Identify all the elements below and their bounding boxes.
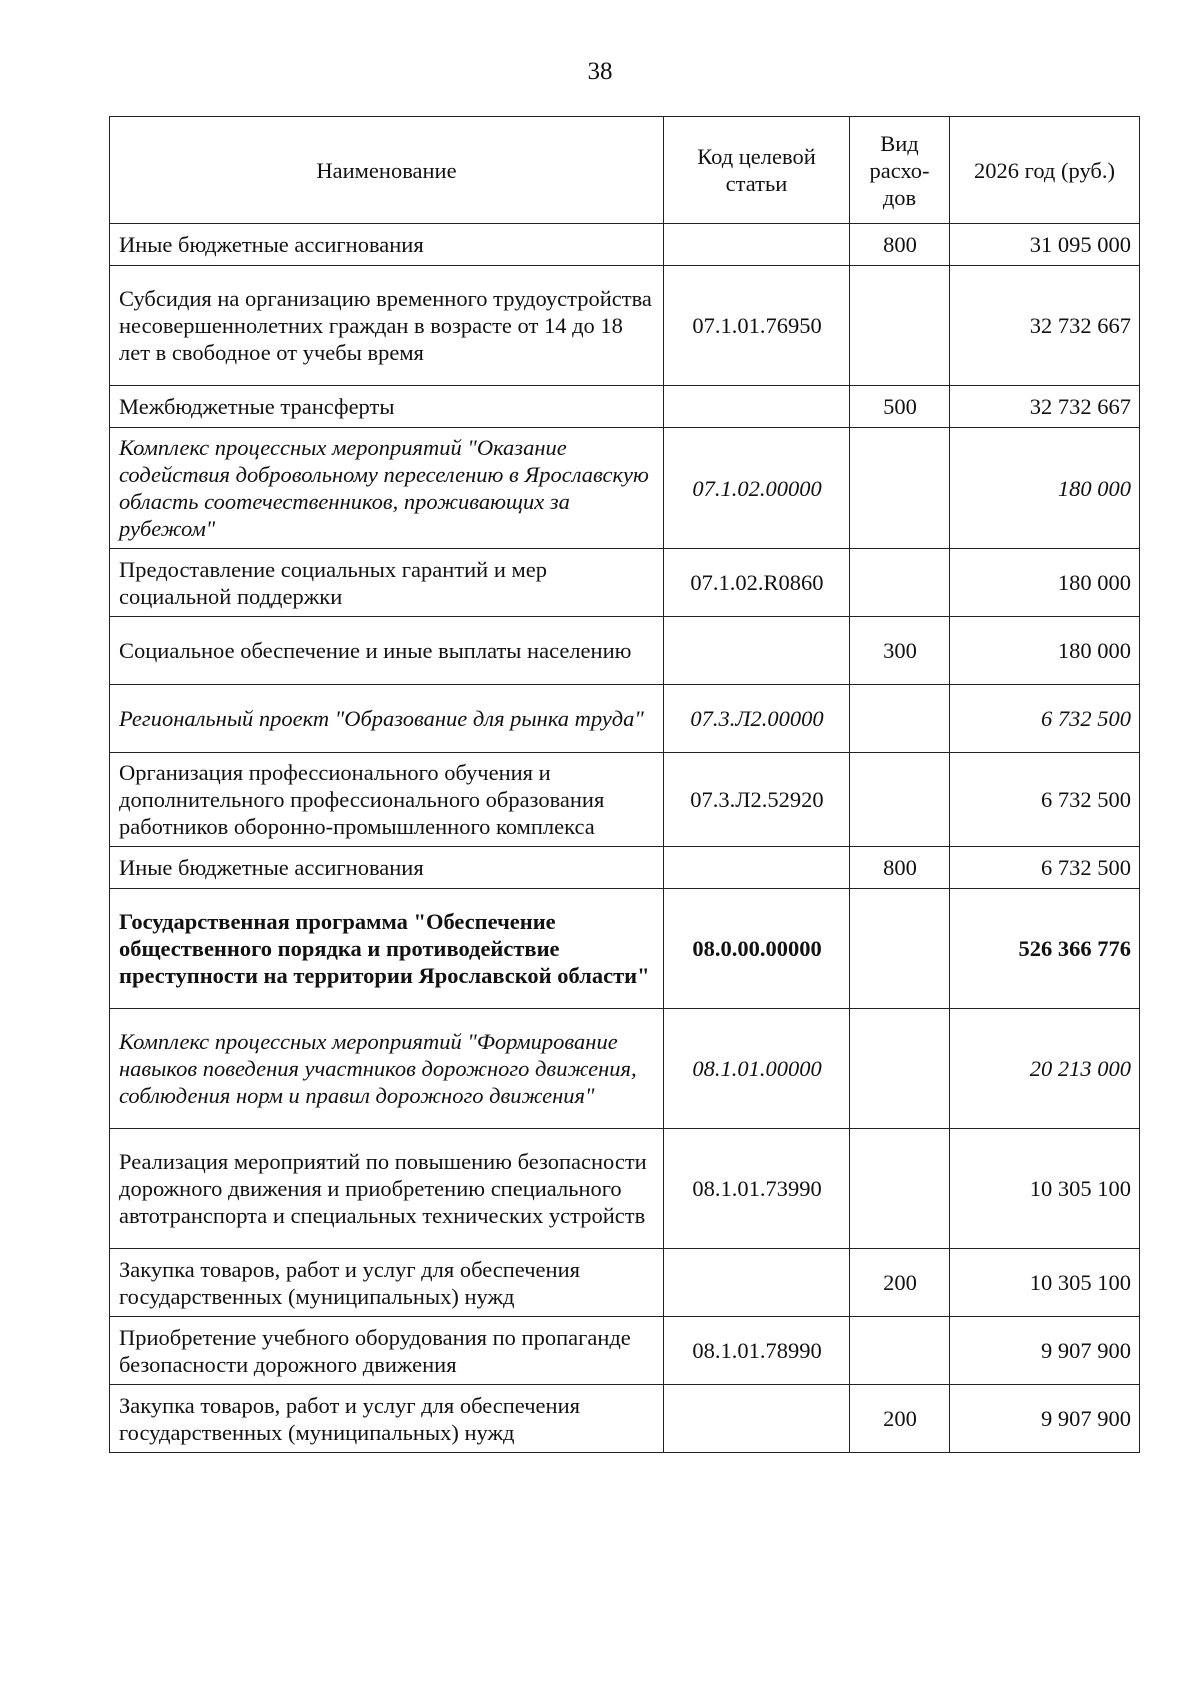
header-sum: 2026 год (руб.) <box>950 117 1140 224</box>
cell-sum: 6 732 500 <box>950 685 1140 753</box>
cell-code: 07.3.Л2.52920 <box>664 753 850 847</box>
cell-sum: 526 366 776 <box>950 889 1140 1009</box>
cell-name: Иные бюджетные ассигнования <box>110 847 664 889</box>
table-row <box>110 847 1140 889</box>
cell-sum: 6 732 500 <box>950 847 1140 889</box>
table-row <box>110 889 1140 1009</box>
header-name: Наименование <box>110 117 664 224</box>
table-row <box>110 224 1140 266</box>
cell-code: 08.0.00.00000 <box>664 889 850 1009</box>
cell-kind: 800 <box>850 847 950 889</box>
table-row <box>110 685 1140 753</box>
cell-code <box>664 847 850 889</box>
cell-sum: 180 000 <box>950 617 1140 685</box>
cell-name: Организация профессионального обучения и дополнительного профессионального образования работников оборонно-промышленного комплекса <box>110 753 664 847</box>
cell-code <box>664 386 850 428</box>
cell-name: Субсидия на организацию временного трудоустройства несовершеннолетних граждан в возрасте от 14 до 18 лет в свободное от учебы время <box>110 266 664 386</box>
cell-kind <box>850 685 950 753</box>
table-row <box>110 266 1140 386</box>
cell-sum: 10 305 100 <box>950 1129 1140 1249</box>
page-number: 38 <box>587 58 613 85</box>
cell-sum: 9 907 900 <box>950 1317 1140 1385</box>
table-row <box>110 1385 1140 1453</box>
table-row <box>110 753 1140 847</box>
cell-name: Государственная программа "Обеспечение общественного порядка и противодействие преступности на территории Ярославской области" <box>110 889 664 1009</box>
cell-name: Социальное обеспечение и иные выплаты населению <box>110 617 664 685</box>
cell-name: Приобретение учебного оборудования по пропаганде безопасности дорожного движения <box>110 1317 664 1385</box>
table-row <box>110 617 1140 685</box>
cell-name: Реализация мероприятий по повышению безопасности дорожного движения и приобретению специального автотранспорта и специальных технических устройств <box>110 1129 664 1249</box>
cell-sum: 32 732 667 <box>950 386 1140 428</box>
cell-code: 08.1.01.73990 <box>664 1129 850 1249</box>
cell-name: Предоставление социальных гарантий и мер социальной поддержки <box>110 549 664 617</box>
cell-name: Комплекс процессных мероприятий "Формирование навыков поведения участников дорожного движения, соблюдения норм и правил дорожного движения" <box>110 1009 664 1129</box>
cell-name: Межбюджетные трансферты <box>110 386 664 428</box>
table-row <box>110 549 1140 617</box>
cell-code <box>664 224 850 266</box>
budget-table <box>109 116 1140 1453</box>
header-code: Код целевой статьи <box>664 117 850 224</box>
table-row <box>110 1009 1140 1129</box>
cell-kind: 500 <box>850 386 950 428</box>
cell-sum: 31 095 000 <box>950 224 1140 266</box>
cell-name: Закупка товаров, работ и услуг для обеспечения государственных (муниципальных) нужд <box>110 1385 664 1453</box>
cell-kind <box>850 1009 950 1129</box>
cell-code: 08.1.01.78990 <box>664 1317 850 1385</box>
table-body <box>110 224 1140 1453</box>
cell-kind <box>850 428 950 549</box>
cell-code: 08.1.01.00000 <box>664 1009 850 1129</box>
cell-code <box>664 617 850 685</box>
cell-name: Комплекс процессных мероприятий "Оказание содействия добровольному переселению в Ярославскую область соотечественников, проживающих за рубежом" <box>110 428 664 549</box>
table-header-row <box>110 117 1140 224</box>
cell-kind <box>850 549 950 617</box>
cell-kind: 200 <box>850 1385 950 1453</box>
cell-kind: 300 <box>850 617 950 685</box>
cell-sum: 6 732 500 <box>950 753 1140 847</box>
table-row <box>110 1249 1140 1317</box>
cell-kind: 200 <box>850 1249 950 1317</box>
cell-code: 07.1.02.R0860 <box>664 549 850 617</box>
cell-sum: 9 907 900 <box>950 1385 1140 1453</box>
cell-sum: 180 000 <box>950 549 1140 617</box>
cell-code: 07.1.01.76950 <box>664 266 850 386</box>
cell-kind <box>850 753 950 847</box>
cell-kind <box>850 1317 950 1385</box>
table-row <box>110 1317 1140 1385</box>
cell-code: 07.1.02.00000 <box>664 428 850 549</box>
cell-name: Региональный проект "Образование для рынка труда" <box>110 685 664 753</box>
cell-sum: 32 732 667 <box>950 266 1140 386</box>
cell-name: Иные бюджетные ассигнования <box>110 224 664 266</box>
cell-code <box>664 1385 850 1453</box>
cell-kind <box>850 1129 950 1249</box>
cell-kind <box>850 266 950 386</box>
cell-kind <box>850 889 950 1009</box>
table-row <box>110 386 1140 428</box>
header-kind: Вид расхо-дов <box>850 117 950 224</box>
cell-sum: 20 213 000 <box>950 1009 1140 1129</box>
cell-code <box>664 1249 850 1317</box>
cell-sum: 10 305 100 <box>950 1249 1140 1317</box>
cell-code: 07.3.Л2.00000 <box>664 685 850 753</box>
cell-name: Закупка товаров, работ и услуг для обеспечения государственных (муниципальных) нужд <box>110 1249 664 1317</box>
table-row <box>110 428 1140 549</box>
cell-sum: 180 000 <box>950 428 1140 549</box>
table-row <box>110 1129 1140 1249</box>
cell-kind: 800 <box>850 224 950 266</box>
